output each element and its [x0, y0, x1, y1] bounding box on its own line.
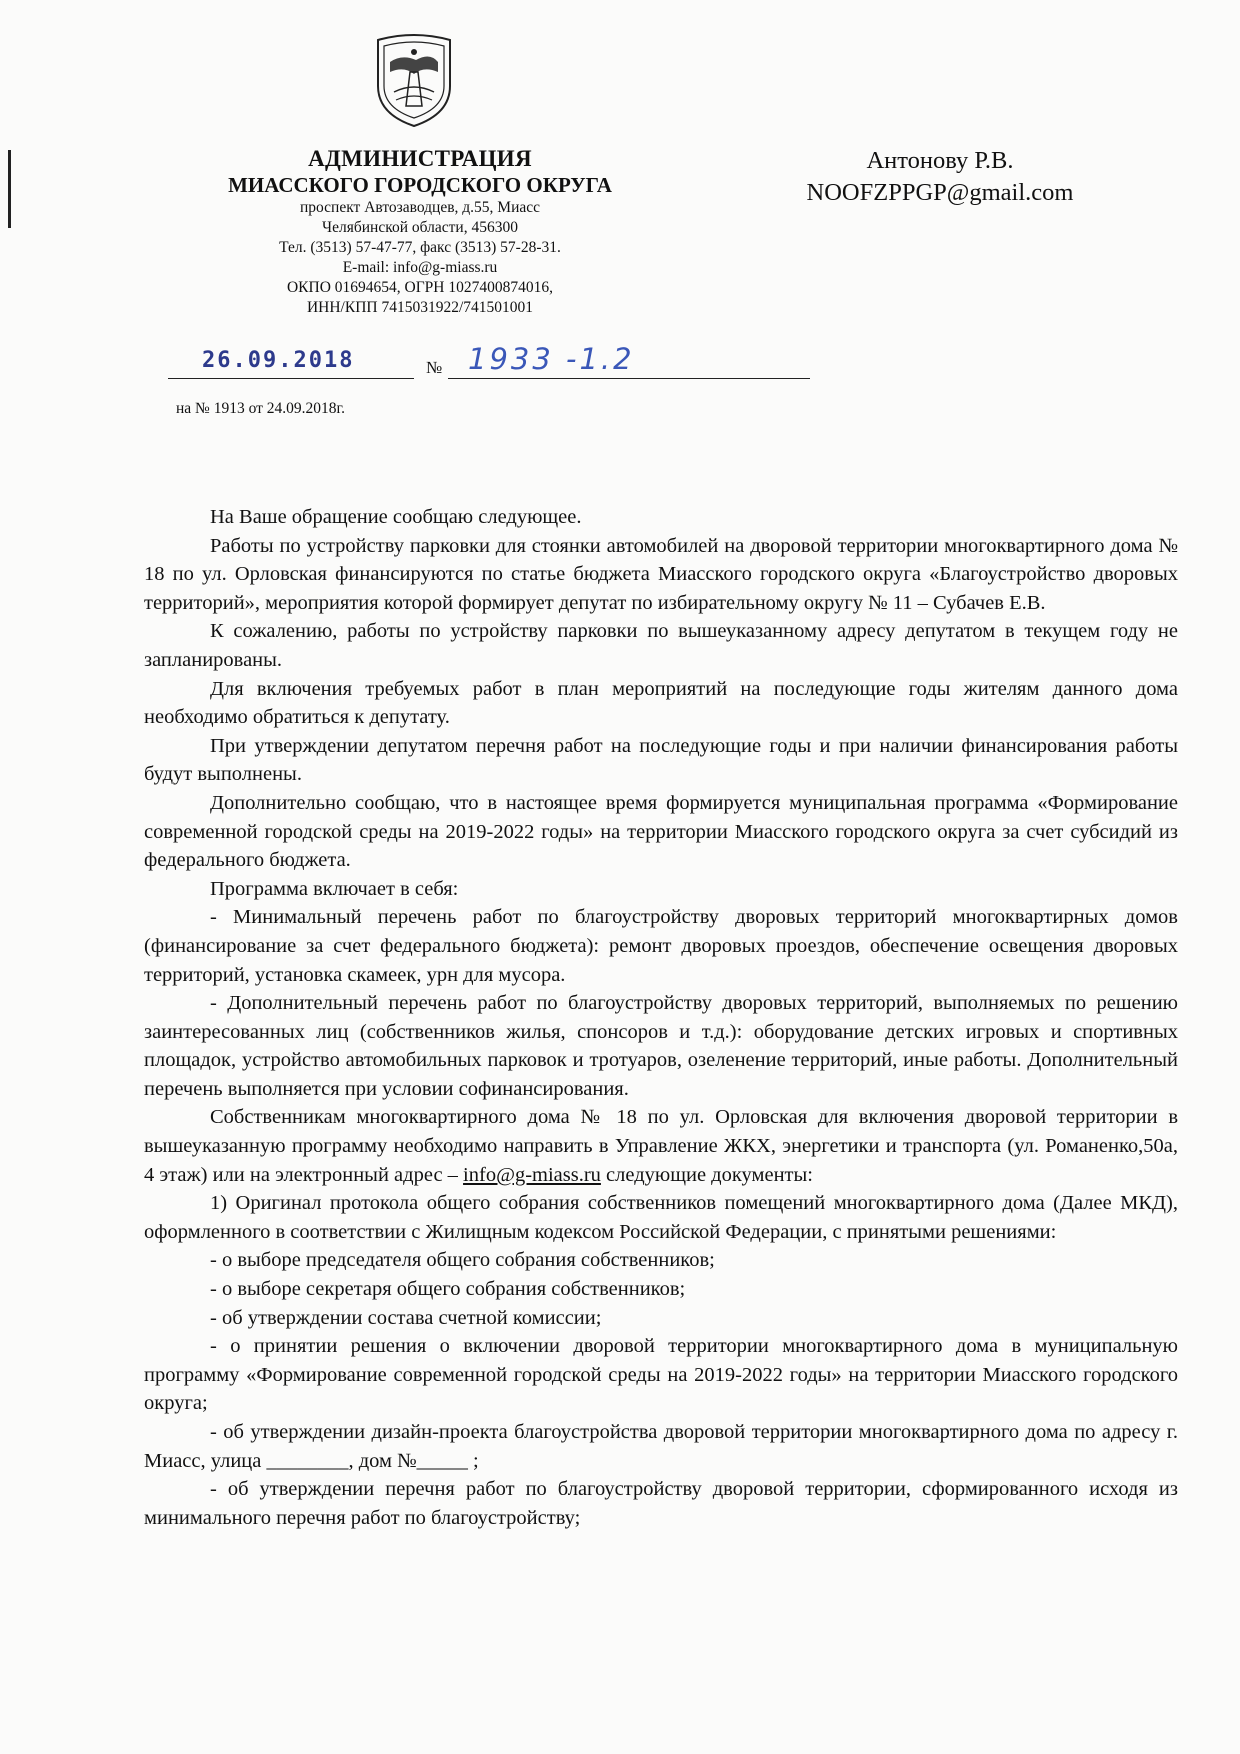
email-link[interactable]: info@g-miass.ru — [463, 1163, 601, 1186]
sender-email: E-mail: info@g-miass.ru — [342, 259, 498, 276]
paragraph: Для включения требуемых работ в план мероприятий на последующие годы жителям данного дома необходимо обратиться к депутату. — [144, 677, 1178, 729]
addressee-name: Антонову Р.В. — [866, 147, 1014, 174]
sender-address-2: Челябинской области, 456300 — [322, 219, 518, 236]
paragraph: К сожалению, работы по устройству парковки по вышеуказанному адресу депутатом в текущем году не запланированы. — [144, 620, 1178, 671]
reference-line: на № 1913 от 24.09.2018г. — [176, 400, 346, 417]
paragraph-documents — [144, 1103, 1178, 1189]
coat-of-arms-emblem — [372, 32, 456, 128]
sender-phone: Тел. (3513) 57-47-77, факс (3513) 57-28-31. — [279, 239, 561, 256]
paragraph: Дополнительно сообщаю, что в настоящее время формируется муниципальная программа «Формирование современной городской среды на 2019-2022 годы» на территории Миасского городского округа за счет субсидий из федерального бюджета. — [144, 791, 1178, 872]
list-item: - об утверждении состава счетной комиссии; — [210, 1306, 602, 1329]
paragraph: Работы по устройству парковки для стоянки автомобилей на дворовой территории многоквартирного дома № 18 по ул. Орловская финансируются по статье бюджета Миасского городского округа «Благоустройство дворовых территорий», мероприятия которой формирует депутат по избирательному округу № 11 – Субачев Е.В. — [144, 534, 1178, 614]
sender-name: МИАССКОГО ГОРОДСКОГО ОКРУГА — [228, 173, 612, 197]
paragraph-text: Собственникам многоквартирного дома № 18 по ул. Орловская для включения дворовой территории в вышеуказанную программу необходимо направить в Управление ЖКХ, энергетики и транспорта (ул. Романенко,50а, 4 этаж) или на электронный адрес – — [144, 1106, 1178, 1186]
registration-date-stamp: 26.09.2018 — [202, 348, 355, 373]
registration-number-handwritten: 1933 -1.2 — [468, 342, 635, 376]
scan-margin-mark — [8, 150, 11, 228]
list-item: - об утверждении перечня работ по благоустройству дворовой территории, сформированного исходя из минимального перечня работ по благоустройству; — [144, 1478, 1178, 1529]
list-item: - об утверждении дизайн-проекта благоустройства дворовой территории многоквартирного дома по адресу г. Миасс, улица ________, дом №_____ ; — [144, 1421, 1178, 1472]
registration-number-label: № — [426, 358, 443, 377]
list-item: - о выборе секретаря общего собрания собственников; — [210, 1278, 686, 1301]
addressee-email: NOOFZPPGP@gmail.com — [806, 179, 1074, 206]
paragraph-text: следующие документы: — [600, 1163, 813, 1186]
sender-inn: ИНН/КПП 7415031922/741501001 — [306, 299, 534, 316]
letter-body — [144, 503, 1178, 1532]
paragraph: 1) Оригинал протокола общего собрания собственников помещений многоквартирного дома (Далее МКД), оформленного в соответствии с Жилищным кодексом Российской Федерации, с принятыми решениями: — [144, 1192, 1178, 1243]
list-item: - Дополнительный перечень работ по благоустройству дворовых территорий, выполняемых по решению заинтересованных лиц (собственников жилья, спонсоров и т.д.): оборудование детских игровых и спортивных площадок, устройство автомобильных парковок и тротуаров, озеленение территорий, иные работы. Дополнительный перечень выполняется при условии софинансирования. — [144, 992, 1178, 1100]
addressee-block — [760, 145, 1120, 209]
list-item: - о принятии решения о включении дворовой территории многоквартирного дома в муниципальную программу «Формирование современной городской среды на 2019-2022 годы» на территории Миасского городского округа; — [144, 1335, 1178, 1415]
registration-line — [168, 342, 648, 382]
sender-block — [170, 146, 670, 318]
paragraph: Программа включает в себя: — [210, 877, 459, 900]
paragraph-intro: На Ваше обращение сообщаю следующее. — [210, 506, 582, 528]
registration-date-field — [168, 348, 414, 379]
sender-address-1: проспект Автозаводцев, д.55, Миасс — [299, 199, 541, 216]
sender-title: АДМИНИСТРАЦИЯ — [308, 146, 532, 171]
paragraph: При утверждении депутатом перечня работ на последующие годы и при наличии финансирования работы будут выполнены. — [144, 734, 1178, 786]
list-item: - о выборе председателя общего собрания собственников; — [210, 1249, 715, 1272]
list-item: - Минимальный перечень работ по благоустройству дворовых территорий многоквартирных домов (финансирование за счет федерального бюджета): ремонт дворовых проездов, обеспечение освещения дворовых территорий, установка скамеек, урн для мусора. — [144, 906, 1178, 986]
registration-number-field — [448, 342, 810, 379]
sender-codes: ОКПО 01694654, ОГРН 1027400874016, — [286, 279, 553, 296]
